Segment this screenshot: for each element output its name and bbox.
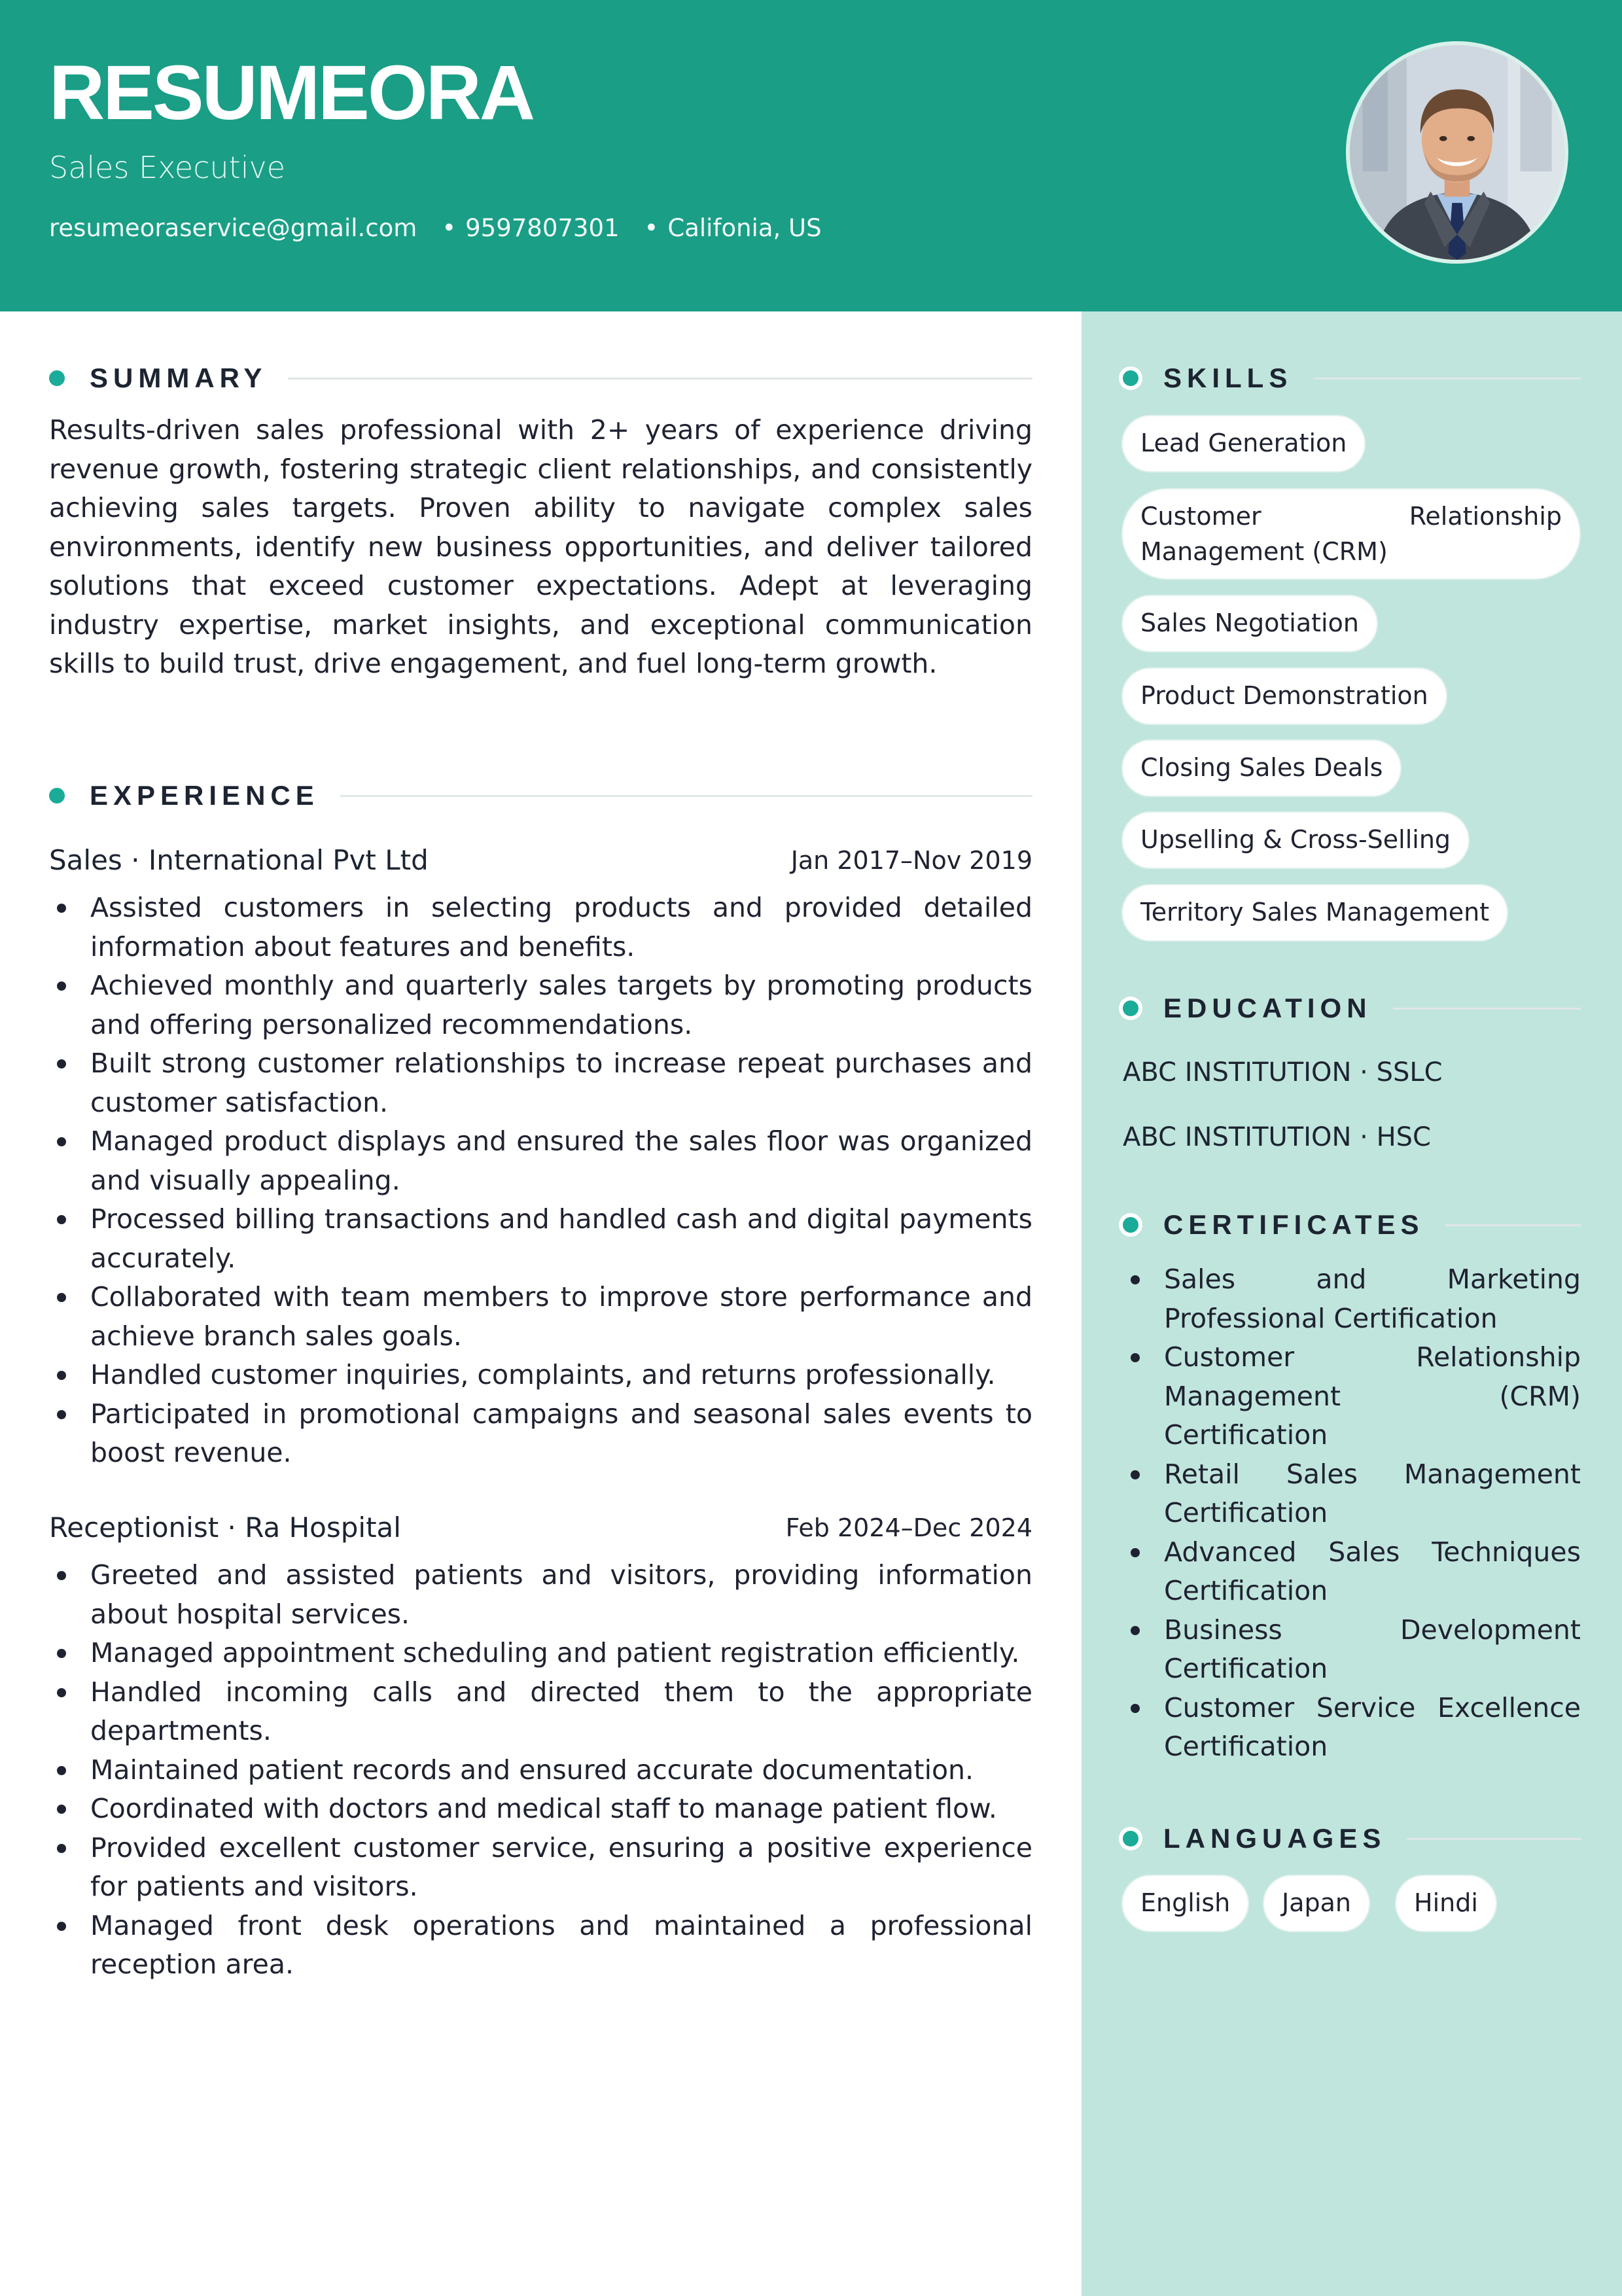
candidate-role: Sales Executive: [49, 150, 286, 185]
certificates-heading: [1123, 1209, 1581, 1241]
skills-heading: [1123, 362, 1581, 394]
contact-phone[interactable]: 9597807301: [465, 214, 620, 242]
section-divider: [1393, 1008, 1581, 1010]
list-item: Customer Service Excellence Certification: [1123, 1689, 1581, 1767]
education-heading: [1123, 993, 1581, 1024]
section-bullet-icon: [1123, 370, 1138, 386]
list-item: Built strong customer relationships to increase repeat purchases and customer satisfaction.: [49, 1044, 1032, 1122]
section-bullet-icon: [49, 788, 65, 804]
contact-location: Califonia, US: [667, 214, 822, 242]
list-item: Collaborated with team members to improve store performance and achieve branch sales goals.: [49, 1278, 1032, 1356]
section-divider: [288, 378, 1032, 380]
list-item: Coordinated with doctors and medical staff to manage patient flow.: [49, 1790, 1032, 1829]
skill-tag: Territory Sales Management: [1123, 885, 1507, 940]
job-title: Receptionist · Ra Hospital: [49, 1511, 401, 1544]
section-bullet-icon: [49, 370, 65, 386]
contact-separator: •: [442, 214, 457, 242]
profile-photo-illustration: [1350, 45, 1564, 260]
contact-separator: •: [644, 214, 659, 242]
section-bullet-icon: [1123, 1217, 1138, 1233]
job-responsibilities: [49, 1556, 1032, 1985]
candidate-name: RESUMEORA: [49, 50, 534, 136]
job-responsibilities: [49, 889, 1032, 1473]
summary-title: SUMMARY: [90, 362, 268, 393]
certificates-title: CERTIFICATES: [1163, 1209, 1424, 1240]
skill-tag: Upselling & Cross-Selling: [1123, 813, 1468, 868]
certificates-list: [1123, 1260, 1581, 1767]
list-item: Customer Relationship Management (CRM) Certification: [1123, 1338, 1581, 1455]
education-title: EDUCATION: [1163, 993, 1372, 1023]
list-item: Managed product displays and ensured the sales floor was organized and visually appealing.: [49, 1122, 1032, 1200]
list-item: Managed front desk operations and maintained a professional reception area.: [49, 1907, 1032, 1985]
list-item: Provided excellent customer service, ensuring a positive experience for patients and visitors.: [49, 1829, 1032, 1907]
languages-title: LANGUAGES: [1163, 1823, 1386, 1854]
resume-header: [0, 0, 1622, 311]
job-dates: Feb 2024–Dec 2024: [785, 1513, 1032, 1542]
summary-heading: [49, 362, 1032, 394]
skill-tag: Customer Relationship Management (CRM): [1123, 489, 1579, 578]
language-tag: Hindi: [1396, 1876, 1496, 1931]
experience-title: EXPERIENCE: [90, 780, 319, 811]
contact-line: [49, 213, 822, 243]
job-dates: Jan 2017–Nov 2019: [790, 846, 1032, 875]
section-divider: [1407, 1838, 1581, 1840]
section-divider: [1313, 378, 1581, 380]
section-divider: [340, 795, 1032, 797]
list-item: Achieved monthly and quarterly sales targets by promoting products and offering personalized recommendations.: [49, 966, 1032, 1044]
skill-tag: Closing Sales Deals: [1123, 741, 1400, 796]
languages-heading: [1123, 1823, 1581, 1854]
list-item: Participated in promotional campaigns and seasonal sales events to boost revenue.: [49, 1395, 1032, 1473]
section-divider: [1445, 1224, 1581, 1226]
list-item: Handled incoming calls and directed them to the appropriate departments.: [49, 1673, 1032, 1751]
list-item: Maintained patient records and ensured accurate documentation.: [49, 1751, 1032, 1790]
skill-tag: Sales Negotiation: [1123, 596, 1377, 651]
education-entry: ABC INSTITUTION · HSC: [1123, 1122, 1431, 1152]
list-item: Processed billing transactions and handled cash and digital payments accurately.: [49, 1200, 1032, 1278]
list-item: Greeted and assisted patients and visitors, providing information about hospital services.: [49, 1556, 1032, 1634]
list-item: Retail Sales Management Certification: [1123, 1455, 1581, 1533]
skills-title: SKILLS: [1163, 362, 1293, 393]
profile-photo: [1346, 41, 1568, 264]
summary-text: Results-driven sales professional with 2+ years of experience driving revenue growth, fostering strategic client relationships, and consistently achieving sales targets. Proven ability to navigate complex sales environments, identify new business opportunities, and deliver tailored solutions that exceed customer expectations. Adept at leveraging industry expertise, market insights, and exceptional communication skills to build trust, drive engagement, and fuel long-term growth.: [49, 414, 1032, 679]
section-bullet-icon: [1123, 1831, 1138, 1846]
list-item: Handled customer inquiries, complaints, and returns professionally.: [49, 1356, 1032, 1395]
education-entry: ABC INSTITUTION · SSLC: [1123, 1057, 1443, 1087]
list-item: Advanced Sales Techniques Certification: [1123, 1533, 1581, 1611]
experience-heading: [49, 780, 1032, 811]
language-tag: English: [1123, 1876, 1248, 1931]
contact-email[interactable]: resumeoraservice@gmail.com: [49, 214, 417, 242]
list-item: Business Development Certification: [1123, 1611, 1581, 1689]
skill-tag: Lead Generation: [1123, 416, 1364, 471]
list-item: Sales and Marketing Professional Certification: [1123, 1260, 1581, 1338]
list-item: Managed appointment scheduling and patient registration efficiently.: [49, 1634, 1032, 1673]
skill-tag: Product Demonstration: [1123, 669, 1446, 724]
job-title: Sales · International Pvt Ltd: [49, 844, 429, 876]
section-bullet-icon: [1123, 1000, 1138, 1016]
language-tag: Japan: [1264, 1876, 1369, 1931]
list-item: Assisted customers in selecting products and provided detailed information about features and benefits.: [49, 889, 1032, 966]
